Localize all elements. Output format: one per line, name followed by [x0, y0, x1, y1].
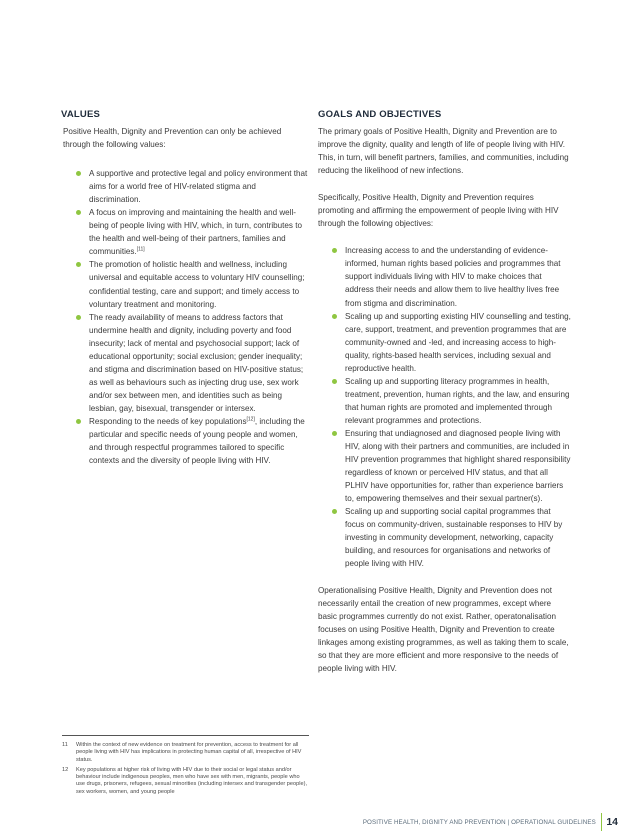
footnote [62, 767, 309, 796]
values-bullet-text: The ready availability of means to address factors that undermine health and dignity, including poverty and food insecurity; lack of mental and psychosocial support; lack of educational opportunity; social exclusion; gender inequality; and stigma and discrimination based on HIV-positive status; as well as behaviours such as injecting drug use, sex work and/or sex between men, and identities such as being lesbian, gay, bisexual, transgender or intersex. [89, 312, 304, 413]
operationalising-paragraph: Operationalising Positive Health, Dignity and Prevention does not necessarily entail the creation of new programmes, except where basic programmes currently do not exist. Rather, operatonalisation focuses on using Positive Health, Dignity and Prevention to create linkages among existing programmes, as well as taking them to scale, so that they are more efficient and more responsive to the needs of people living with HIV. [318, 585, 569, 673]
objective-text: Scaling up and supporting social capital programmes that focus on community-driven, sustainable responses to HIV by investing in community development, networking, capacity building, and resources for organisations and networks of people living with HIV. [345, 507, 563, 569]
footnotes [62, 742, 309, 799]
objective-bullet [318, 244, 572, 309]
values-bullet [62, 206, 308, 258]
values-bullet-text: The promotion of holistic health and wellness, including universal and equitable access to voluntary HIV counselling; confidential testing, care and support; and timely access to voluntary treatment and monitoring. [89, 260, 305, 309]
bullet-dot-icon [76, 171, 81, 176]
values-bullet-text-continued: , including the particular and specific needs of young people and women, and through respectful programmes tailored to specific contexts and the diversity of people living with HIV. [89, 416, 305, 466]
footnote-text: Key populations at higher risk of living with HIV due to their social or legal status and/or behaviour include indigenous peoples, men who have sex with men, migrants, people who use drugs, prisoners, refugees, sexual minorities (including intersex and transgender people), sex workers, women, and young people [76, 766, 308, 795]
values-bullet-text: A supportive and protective legal and policy environment that aims for a world free of HIV-related stigma and discrimination. [89, 169, 308, 205]
footnote [62, 742, 309, 764]
footnote-divider [62, 735, 309, 736]
footnote-number: 11 [62, 742, 68, 748]
values-section [62, 109, 308, 467]
bullet-dot-icon [76, 210, 81, 215]
objective-bullet [318, 427, 572, 505]
values-intro: Positive Health, Dignity and Prevention can only be achieved through the following values: [63, 127, 282, 150]
footer-accent-bar [601, 813, 603, 831]
bullet-dot-icon [332, 248, 337, 253]
bullet-dot-icon [76, 419, 81, 424]
objective-bullet [318, 310, 572, 375]
page-footer [363, 813, 618, 831]
values-bullet [62, 258, 308, 310]
goals-heading: GOALS AND OBJECTIVES [318, 109, 442, 120]
bullet-dot-icon [332, 314, 337, 319]
values-bullet-text: A focus on improving and maintaining the health and well-being of people living with HIV, which, in turn, contributes to the health and well-being of their partners, families and communities. [89, 208, 302, 257]
bullet-dot-icon [332, 431, 337, 436]
footnote-text: Within the context of new evidence on treatment for prevention, access to treatment for all people living with HIV has implications in protecting human capital of all, irrespective of HIV status. [76, 742, 302, 763]
bullet-dot-icon [332, 509, 337, 514]
values-bullet [62, 167, 308, 206]
objective-text: Scaling up and supporting literacy programmes in health, treatment, prevention, human rights, and the law, and ensuring that human rights are promoted and implemented through relevant programmes and protections. [345, 376, 570, 425]
goals-intro: The primary goals of Positive Health, Dignity and Prevention are to improve the dignity, quality and length of life of people living with HIV. This, in turn, will benefit partners, families, and communities, including reducing the likelihood of new infections. [318, 127, 569, 176]
footnote-ref: [12] [246, 416, 255, 423]
values-list [62, 167, 308, 467]
goals-specifically: Specifically, Positive Health, Dignity and Prevention requires promoting and affirming the empowerment of people living with HIV through the following objectives: [318, 193, 559, 229]
goals-section [318, 109, 572, 675]
objective-text: Ensuring that undiagnosed and diagnosed people living with HIV, along with their partners and communities, are included in HIV prevention programmes that highlight shared responsibility regardless of known or perceived HIV status, and that all PLHIV have opportunities for, rather than experience barriers to, empowering themselves and their sexual partner(s). [345, 428, 571, 504]
objective-bullet [318, 375, 572, 427]
bullet-dot-icon [332, 379, 337, 384]
footnote-ref: [11] [136, 246, 145, 253]
bullet-dot-icon [76, 262, 81, 267]
values-bullet-text: Responding to the needs of key populations [89, 416, 247, 426]
objective-bullet [318, 505, 572, 570]
bullet-dot-icon [76, 315, 81, 320]
objective-text: Increasing access to and the understanding of evidence-informed, human rights based policies and programmes that support individuals living with HIV to make choices that address their needs and allow them to live healthy lives free from stigma and discrimination. [345, 246, 561, 308]
objectives-list [318, 244, 572, 570]
page-number: 14 [606, 816, 618, 828]
footer-title: POSITIVE HEALTH, DIGNITY AND PREVENTION | OPERATIONAL GUIDELINES [362, 818, 596, 826]
values-bullet [62, 415, 308, 467]
footnote-number: 12 [62, 766, 69, 773]
values-bullet [62, 311, 308, 415]
values-heading: VALUES [61, 109, 101, 120]
objective-text: Scaling up and supporting existing HIV counselling and testing, care, support, treatment, and prevention programmes that are community-owned and -led, and increasing access to high-quality, rights-based health services, including sexual and reproductive health. [345, 311, 571, 373]
